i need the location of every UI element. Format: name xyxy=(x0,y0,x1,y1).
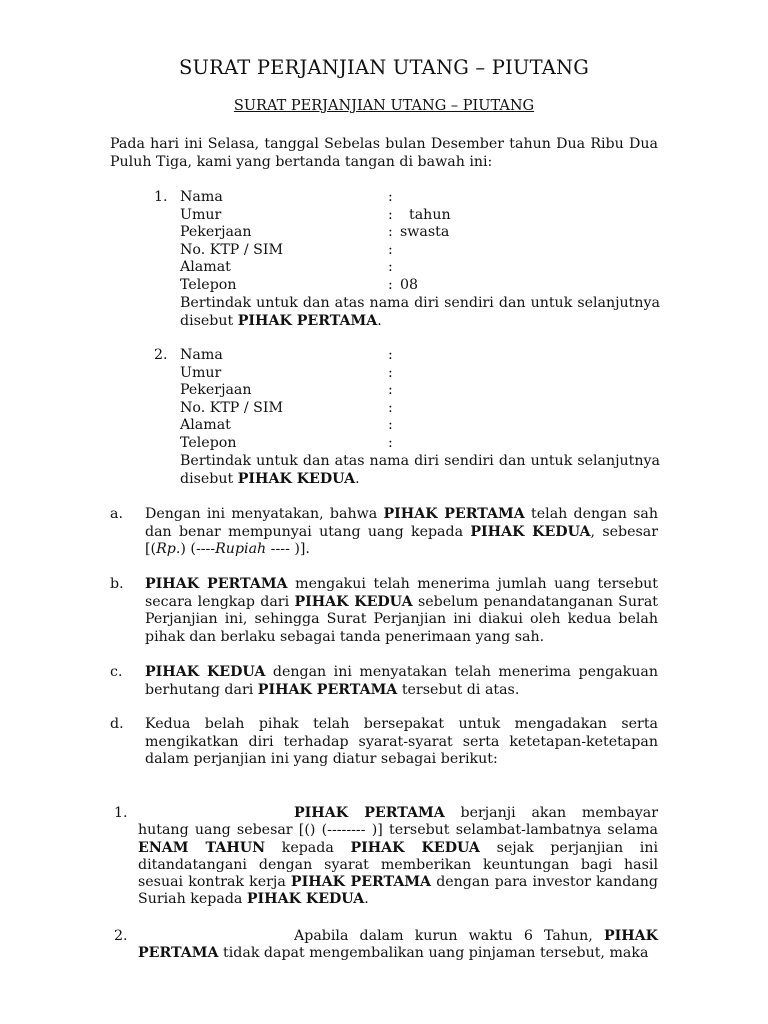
field-colon: : xyxy=(388,259,393,276)
clause-text: sebelum penandatanganan Surat Perjanjian ini, sehingga Surat Perjanjian ini diakui oleh kedua belah pihak dan berlaku sebagai tanda penerimaan yang sah. xyxy=(145,593,658,645)
party-2-statement xyxy=(180,453,660,488)
statement-party-name: PIHAK PERTAMA xyxy=(237,312,378,329)
field-row-address xyxy=(180,259,660,277)
clause-mark: c. xyxy=(110,664,123,680)
field-colon: : xyxy=(388,206,393,223)
statement-end: . xyxy=(355,470,360,487)
article-body xyxy=(138,928,658,963)
field-row-id xyxy=(180,242,660,260)
field-colon: : xyxy=(388,189,393,205)
field-row-address xyxy=(180,417,660,435)
clause-text: dengan ini menyatakan telah menerima pengakuan berhutang dari xyxy=(145,664,658,698)
clause-text: ---- )]. xyxy=(266,541,310,557)
party-name: PIHAK PERTAMA xyxy=(145,576,288,592)
party-name: PIHAK KEDUA xyxy=(145,664,266,680)
currency-word: Rupiah xyxy=(215,541,267,557)
currency-abbrev: Rp. xyxy=(156,541,181,557)
field-label: Telepon xyxy=(180,434,237,451)
field-row-id xyxy=(180,400,660,418)
clause-mark: a. xyxy=(110,506,123,522)
clause-mark: d. xyxy=(110,716,124,732)
article-mark: 2. xyxy=(114,928,128,944)
field-colon: : xyxy=(388,224,393,241)
document-title: SURAT PERJANJIAN UTANG – PIUTANG xyxy=(178,56,590,79)
term-duration: ENAM TAHUN xyxy=(138,839,266,856)
clause-text: telah dengan sah dan benar mempunyai utang uang kepada xyxy=(145,506,658,540)
party-name: PIHAK KEDUA xyxy=(246,891,365,908)
party-name: PIHAK PERTAMA xyxy=(383,506,525,522)
clause-text: ) (---- xyxy=(180,541,216,557)
field-label: Telepon xyxy=(180,276,237,293)
article-text: kepada xyxy=(265,839,351,856)
article-body xyxy=(138,805,658,909)
party-number: 1. xyxy=(154,189,168,205)
clause-body xyxy=(145,506,658,559)
article-text: tidak dapat mengembalikan uang pinjaman tersebut, maka xyxy=(218,945,649,962)
party-name: PIHAK KEDUA xyxy=(470,523,591,540)
party-1-statement xyxy=(180,295,660,330)
clause-body: Kedua belah pihak telah bersepakat untuk mengadakan serta mengikatkan diri terhadap syarat-syarat serta ketetapan-ketetapan dalam perjanjian ini yang diatur sebagai berikut: xyxy=(145,716,658,767)
party-name: PIHAK PERTAMA xyxy=(290,874,432,891)
field-row-phone xyxy=(180,435,660,453)
field-row-age xyxy=(180,207,660,225)
intro-paragraph: Pada hari ini Selasa, tanggal Sebelas bulan Desember tahun Dua Ribu Dua Puluh Tiga, kami yang bertanda tangan di bawah ini: xyxy=(110,136,658,170)
field-colon: : xyxy=(388,241,393,258)
clause-text: tersebut di atas. xyxy=(397,681,520,698)
clause-text: mengakui telah menerima jumlah uang tersebut secara lengkap dari xyxy=(145,576,659,610)
field-row-occupation xyxy=(180,382,660,400)
party-name: PIHAK KEDUA xyxy=(350,839,480,856)
field-row-age xyxy=(180,365,660,383)
party-number: 2. xyxy=(154,347,168,363)
document-subtitle: SURAT PERJANJIAN UTANG – PIUTANG xyxy=(233,98,535,114)
field-row-occupation xyxy=(180,224,660,242)
field-label: No. KTP / SIM xyxy=(180,241,283,258)
field-colon: : xyxy=(388,417,393,434)
field-label: Umur xyxy=(180,206,222,223)
clause-text: , sebesar [( xyxy=(145,523,659,557)
field-label: Nama xyxy=(180,347,223,363)
statement-end: . xyxy=(377,312,382,329)
field-colon: : xyxy=(388,399,393,416)
field-colon: : xyxy=(388,434,393,451)
statement-party-name: PIHAK KEDUA xyxy=(237,470,356,487)
field-colon: : xyxy=(388,276,393,293)
field-colon: : xyxy=(388,364,393,381)
article-text: sejak perjanjian ini ditandatangani dengan syarat memberikan keuntungan bagi hasil sesuai kontrak kerja xyxy=(138,839,658,891)
field-row-name xyxy=(180,347,660,365)
party-name: PIHAK KEDUA xyxy=(294,593,413,610)
field-value: 08 xyxy=(400,276,419,293)
article-mark: 1. xyxy=(114,805,128,821)
field-value: tahun xyxy=(400,206,451,223)
field-row-name xyxy=(180,189,660,207)
party-name: PIHAK PERTAMA xyxy=(138,928,658,962)
party-name: PIHAK PERTAMA xyxy=(294,805,445,821)
field-label: No. KTP / SIM xyxy=(180,399,283,416)
statement-text: Bertindak untuk dan atas nama diri sendiri dan untuk selanjutnya disebut xyxy=(180,453,660,487)
field-row-phone xyxy=(180,277,660,295)
field-colon: : xyxy=(388,347,393,363)
field-label: Alamat xyxy=(180,417,231,434)
clause-mark: b. xyxy=(110,576,124,592)
article-text: dengan para investor kandang Suriah kepada xyxy=(138,874,658,908)
statement-text: Bertindak untuk dan atas nama diri sendiri dan untuk selanjutnya disebut xyxy=(180,295,660,329)
clause-body xyxy=(145,576,658,646)
party-name: PIHAK PERTAMA xyxy=(257,681,398,698)
article-text: berjanji akan membayar hutang uang sebesar [() (-------- )] tersebut selambat-lambatnya selama xyxy=(138,805,658,839)
field-label: Umur xyxy=(180,364,222,381)
field-label: Alamat xyxy=(180,259,231,276)
field-value: swasta xyxy=(400,224,450,241)
article-text: Apabila dalam kurun waktu 6 Tahun, xyxy=(294,928,604,944)
clause-body xyxy=(145,664,658,699)
clause-text: Dengan ini menyatakan, bahwa xyxy=(145,506,384,522)
field-label: Pekerjaan xyxy=(180,224,252,241)
field-colon: : xyxy=(388,382,393,399)
article-text: . xyxy=(364,891,369,908)
field-label: Pekerjaan xyxy=(180,382,252,399)
field-label: Nama xyxy=(180,189,223,205)
